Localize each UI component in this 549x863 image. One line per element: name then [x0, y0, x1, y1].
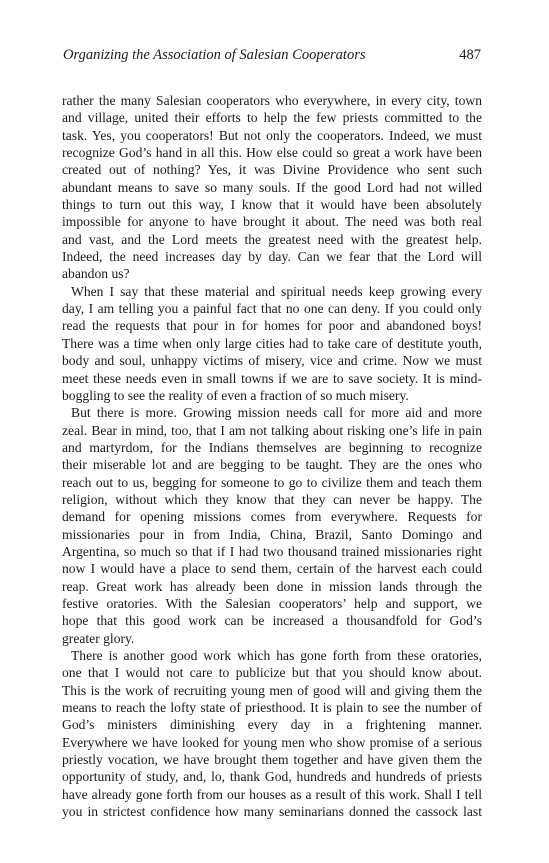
text-line: There was a time when only large cities had to take care of destitute youth, — [62, 335, 482, 351]
running-title: Organizing the Association of Salesian Cooperators — [63, 47, 366, 63]
text-line: now I would have a place to send them, certain of the harvest each could — [62, 561, 482, 577]
text-line: missionaries pour in from India, China, Brazil, Santo Domingo and — [62, 526, 482, 542]
text-line: and vast, and the Lord meets the greatest need with the greatest help. — [62, 231, 482, 247]
page-header — [63, 47, 481, 67]
text-line: and martyrdom, for the Indians themselves are beginning to recognize — [62, 439, 482, 455]
text-line: day, I am telling you a painful fact that no one can deny. If you could only — [62, 301, 482, 317]
text-line: rather the many Salesian cooperators who everywhere, in every city, town — [62, 93, 482, 108]
text-line: demand for opening missions comes from everywhere. Requests for — [62, 509, 482, 525]
text-line: But there is more. Growing mission needs call for more aid and more — [71, 405, 482, 421]
text-line: Everywhere we have looked for young men who show promise of a serious — [62, 734, 482, 750]
text-line: greater glory. — [62, 630, 135, 646]
text-line: body and soul, unhappy victims of misery, vice and crime. Now we must — [62, 353, 482, 369]
body-text — [62, 92, 482, 820]
text-line: reap. Great work has already been done in mission lands through the — [62, 578, 482, 594]
text-line: priestly vocation, we have brought them together and have given them the — [62, 752, 482, 768]
text-line: task. Yes, you cooperators! But not only the cooperators. Indeed, we must — [62, 127, 482, 143]
text-line: opportunity of study, and, lo, thank God, hundreds and hundreds of priests — [62, 769, 482, 785]
text-line: Argentina, so much so that if I had two thousand trained missionaries right — [62, 543, 482, 559]
text-line: This is the work of recruiting young men of good will and giving them the — [62, 682, 482, 698]
text-line: boggling to see the reality of even a fraction of so much misery. — [62, 387, 409, 403]
text-line: means to reach the lofty state of priesthood. It is plain to see the number of — [62, 700, 482, 716]
text-line: religion, without which they know that they can never be happy. The — [62, 491, 482, 507]
text-line: recognize God’s hand in all this. How else could so great a work have been — [62, 145, 482, 161]
text-line: When I say that these material and spiritual needs keep growing every — [71, 283, 482, 299]
text-line: reach out to us, begging for someone to go to civilize them and teach them — [62, 474, 482, 490]
text-line: There is another good work which has gone forth from these oratories, — [71, 648, 482, 663]
text-line: impossible for anyone to have brought it about. The need was both real — [62, 214, 482, 230]
text-line: read the requests that pour in for homes for poor and abandoned boys! — [62, 318, 482, 334]
text-line: things to turn out this way, I know that it would have been absolutely — [62, 197, 482, 213]
text-line: abandon us? — [62, 266, 130, 282]
text-line: have already gone forth from our houses as a result of this work. Shall I tell — [62, 786, 482, 802]
text-line: their miserable lot and are begging to be taught. They are the ones who — [62, 457, 482, 473]
text-line: Indeed, the need increases day by day. Can we fear that the Lord will — [62, 249, 482, 265]
text-line: God’s ministers diminishing every day in a frightening manner. — [62, 717, 482, 733]
text-line: you in strictest confidence how many seminarians donned the cassock last — [62, 804, 482, 820]
text-line: created out of nothing? Yes, it was Divine Providence who sent such — [62, 162, 482, 178]
text-line: and village, united their efforts to help the few priests committed to the — [62, 110, 482, 126]
text-line: hope that this good work can be increased a thousandfold for God’s — [62, 613, 482, 629]
page-number: 487 — [459, 47, 481, 63]
text-line: festive oratories. With the Salesian cooperators’ help and support, we — [62, 595, 482, 611]
text-line: zeal. Bear in mind, too, that I am not talking about risking one’s life in pain — [62, 422, 482, 438]
text-line: meet these needs even in small towns if we are to save society. It is mind- — [62, 370, 482, 386]
text-line: abundant means to save so many souls. If the good Lord had not willed — [62, 179, 482, 195]
text-line: one that I would not care to publicize but that you should know about. — [62, 665, 482, 681]
